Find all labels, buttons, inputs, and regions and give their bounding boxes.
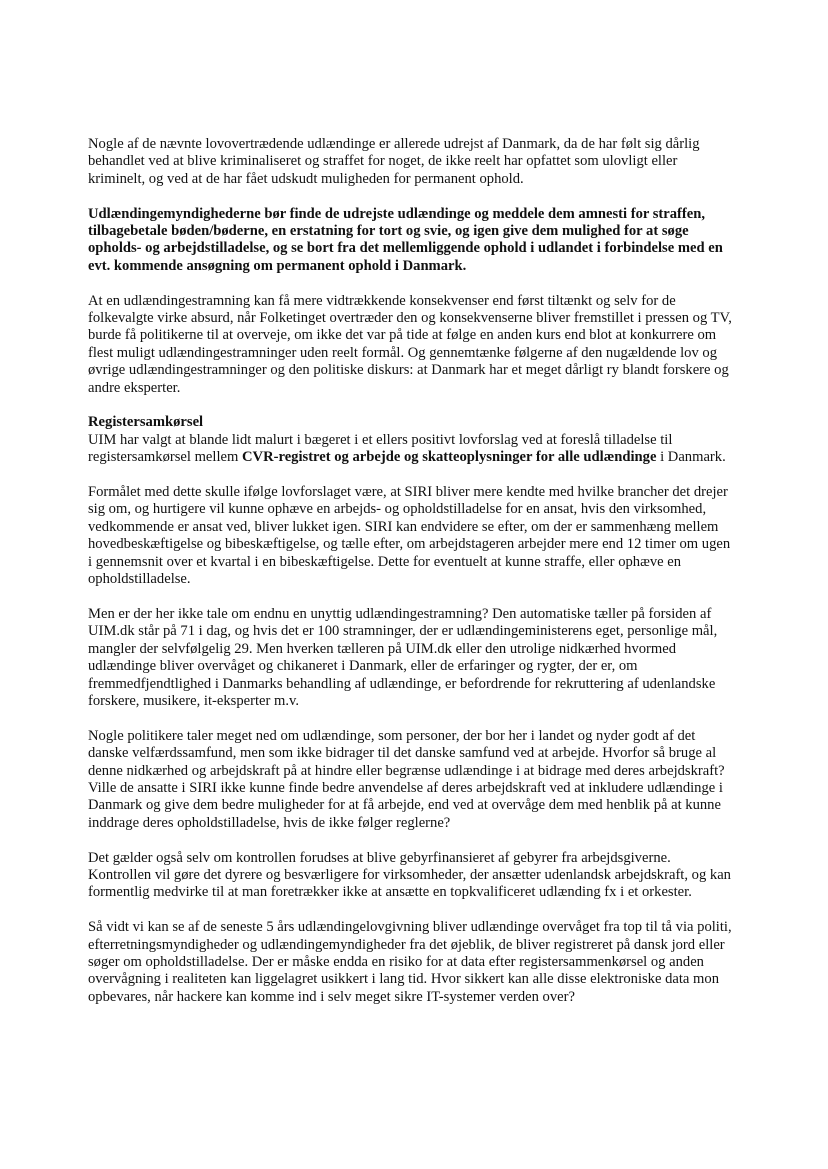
paragraph-amnesty-demand: Udlændingemyndighederne bør finde de udrejste udlændinge og meddele dem amnesti for straffen, tilbagebetale bøden/bøderne, en erstatning for tort og svie, og igen give dem mulighed for at søge opholds- og arbejdstilladelse, og se bort fra det mellemliggende ophold i udlandet i forbindelse med en evt. kommende ansøgning om permanent ophold i Danmark.	[88, 205, 723, 274]
document-page	[88, 136, 734, 1024]
paragraph-consequences: At en udlændingestramning kan få mere vidtrækkende konsekvenser end først tiltænkt og selv for de folkevalgte virke absurd, når Folketinget overtræder den og konsekvenserne bliver fremstillet i pressen og TV, burde få politikerne til at overveje, om ikke det var på tide at følge en anden kurs end blot at konkurrere om flest muligt udlændingestramninger uden reelt formål. Og gennemtænke følgerne af den nugældende lov og øvrige udlændingestramninger og den politiske diskurs: at Danmark har et meget dårligt ry blandt forskere og andre eksperter.	[88, 292, 732, 396]
section-registersamkorsel	[88, 414, 734, 466]
paragraph-register-text-before: UIM har valgt at blande lidt malurt i bægeret i et ellers positivt lovforslag ved at foreslå tilladelse til registersamkørsel mellem	[88, 431, 673, 466]
paragraph-emigrated-foreigners: Nogle af de nævnte lovovertrædende udlændinge er allerede udrejst af Danmark, da de har følt sig dårlig behandlet ved at blive kriminaliseret og straffet for noget, de ikke reelt har opfattet som ulovligt eller kriminelt, og ved at de har fået udskudt muligheden for permanent ophold.	[88, 136, 700, 187]
paragraph-surveillance: Så vidt vi kan se af de seneste 5 års udlændingelovgivning bliver udlændinge overvåget fra top til tå via politi, efterretningsmyndigheder og udlændingemyndigheder fra det øjeblik, de bliver registreret på dansk jord eller søger om opholdstilladelse. Der er måske endda en risiko for at data efter registersammenkørsel og anden overvågning i realiteten kan liggelagret usikkert i lang tid. Hvor sikkert kan alle disse elektroniske data mon opbevares, når hackere kan komme ind i selv meget sikre IT-systemer verden over?	[88, 919, 732, 1005]
paragraph-register-text-bold: CVR-registret og arbejde og skatteoplysninger for alle udlændinge	[242, 449, 657, 466]
paragraph-counter: Men er der her ikke tale om endnu en unyttig udlændingestramning? Den automatiske tæller på forsiden af UIM.dk står på 71 i dag, og hvis det er 100 stramninger, der er udlændingeministerens eget, personlige mål, mangler der selvfølgelig 29. Men hverken tælleren på UIM.dk eller den utrolige nidkærhed hvormed udlændinge bliver overvåget og chikaneret i Danmark, eller de erfaringer og rygter, der er, om fremmedfjendtlighed i Danmarks behandling af udlændinge, er befordrende for rekruttering af udenlandske forskere, musikere, it-eksperter m.v.	[88, 605, 718, 709]
section-heading: Registersamkørsel	[88, 414, 204, 431]
paragraph-politicians: Nogle politikere taler meget ned om udlændinge, som personer, der bor her i landet og nyder godt af det danske velfærdssamfund, men som ikke bidrager til det danske samfund ved at arbejde. Hvorfor så bruge al denne nidkærhed og arbejdskraft på at hindre eller begrænse udlændinge i at bidrage med deres arbejdskraft? Ville de ansatte i SIRI ikke kunne finde bedre anvendelse af deres arbejdskraft ved at inkludere udlændinge i Danmark og give dem bedre muligheder for at få arbejde, end ved at overvåge dem med henblik på at kunne inddrage deres opholdstilladelse, hvis de ikke følger reglerne?	[88, 727, 725, 831]
paragraph-register-text-after: i Danmark.	[656, 449, 726, 466]
paragraph-purpose: Formålet med dette skulle ifølge lovforslaget være, at SIRI bliver mere kendte med hvilke brancher det drejer sig om, og hurtigere vil kunne ophæve en arbejds- og opholdstilladelse for en ansat, hvis den virksomhed, vedkommende er ansat ved, bliver lukket igen. SIRI kan endvidere se efter, om der er sammenhæng mellem hovedbeskæftigelse og bibeskæftigelse, og tælle efter, om arbejdstageren arbejder mere end 12 timer om ugen i gennemsnit over et kvartal i en bibeskæftigelse. Dette for eventuelt at kunne straffe, eller ophæve en opholdstilladelse.	[88, 484, 731, 588]
paragraph-fees: Det gælder også selv om kontrollen forudses at blive gebyrfinansieret af gebyrer fra arbejdsgiverne. Kontrollen vil gøre det dyrere og besværligere for virksomheder, der ansætter udenlandsk arbejdskraft, og kan formentlig medvirke til at man foretrækker ikke at ansætte en topkvalificeret udlænding fx i et orkester.	[88, 849, 731, 901]
